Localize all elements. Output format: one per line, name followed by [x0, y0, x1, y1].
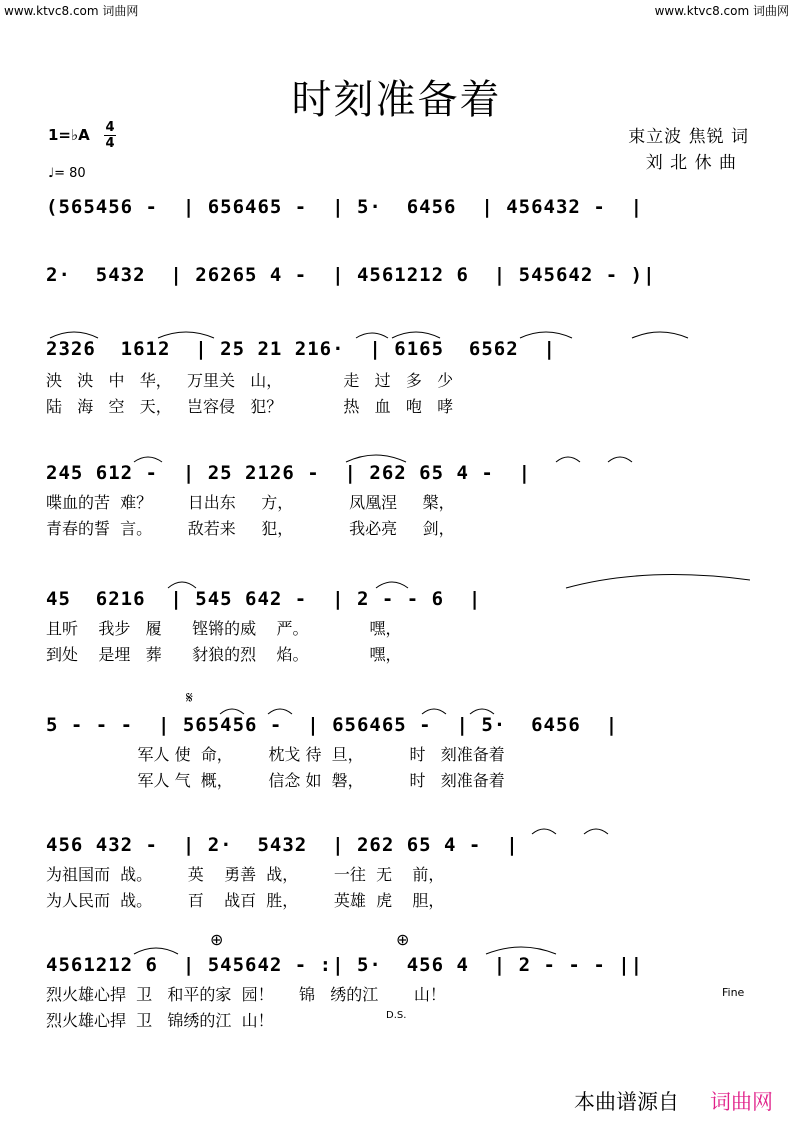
notes-row-7: 456 432 - | 2· 5432 | 262 65 4 - | [46, 834, 519, 856]
lyric-row-4-verse-1: 喋血的苦 难？ 日出东 方， 凤凰涅 槃， [46, 493, 455, 512]
score-row-7 [46, 834, 750, 910]
ds-mark: D.S. [386, 1010, 407, 1021]
composer-credit: 刘 北 休 曲 [645, 153, 737, 173]
notes-row-6: 5 - - - | 565456 - | 656465 - | 5· 6456 | [46, 714, 619, 736]
coda-sign-2: ⊕ [396, 930, 410, 949]
fine-mark: Fine [722, 986, 745, 999]
score-row-5 [46, 588, 750, 664]
key-signature: 1=♭A [48, 126, 90, 144]
notes-row-8: 4561212 6 | 545642 - :| 5· 456 4 | 2 - - - || [46, 954, 644, 976]
lyric-row-3-verse-1: 泱 泱 中 华， 万里关 山， 走 过 多 少 [46, 371, 454, 390]
notes-row-5: 45 6216 | 545 642 - | 2 - - 6 | [46, 588, 482, 610]
time-bottom: 4 [105, 136, 115, 151]
time-top: 4 [105, 120, 115, 135]
lyric-row-7-verse-1: 为祖国而 战。 英 勇善 战， 一往 无 前， [46, 865, 445, 884]
lyric-row-6-verse-1: 军人 使 命， 枕戈 待 旦， 时 刻准备着 [46, 745, 505, 764]
score-row-6 [46, 714, 750, 790]
lyric-row-4-verse-2: 青春的誓 言。 敌若来 犯， 我必亮 剑， [46, 519, 455, 538]
notes-row-4: 245 612 - | 25 2126 - | 262 65 4 - | [46, 462, 532, 484]
lyric-row-8-verse-1: 烈火雄心捍 卫 和平的家 园！ 锦 绣的江 山！ [46, 985, 446, 1004]
song-title: 时刻准备着 [291, 77, 502, 123]
segno-sign: 𝄋 [186, 688, 193, 707]
source-site-link[interactable]: 词曲网 [710, 1090, 773, 1114]
watermark-left: www.ktvc8.com 词曲网 [4, 4, 139, 18]
lyric-row-5-verse-2: 到处 是埋 葬 豺狼的烈 焰。 嘿， [46, 645, 402, 664]
score-row-4 [46, 462, 750, 538]
notes-row-1: (565456 - | 656465 - | 5· 6456 | 456432 - | [46, 196, 644, 218]
lyric-row-7-verse-2: 为人民而 战。 百 战百 胜， 英雄 虎 胆， [46, 891, 445, 910]
notes-row-3: 2326 1612 | 25 21 216· | 6165 6562 | [46, 338, 556, 360]
tempo-mark: ♩= 80 [48, 166, 86, 181]
score-row-2 [46, 264, 750, 304]
coda-sign-1: ⊕ [210, 930, 224, 949]
score-row-3 [46, 338, 750, 416]
lyric-row-8-verse-2: 烈火雄心捍 卫 锦绣的江 山！ [46, 1011, 274, 1030]
lyricist-credit: 束立波 焦锐 词 [628, 127, 749, 147]
score-row-1 [46, 196, 750, 236]
watermark-right: www.ktvc8.com 词曲网 [654, 4, 789, 18]
lyric-row-6-verse-2: 军人 气 概， 信念 如 磐， 时 刻准备着 [46, 771, 505, 790]
time-signature [104, 120, 116, 151]
source-label: 本曲谱源自 [574, 1090, 679, 1114]
lyric-row-3-verse-2: 陆 海 空 天， 岂容侵 犯？ 热 血 咆 哮 [46, 397, 454, 416]
lyric-row-5-verse-1: 且听 我步 履 铿锵的威 严。 嘿， [46, 619, 402, 638]
notes-row-2: 2· 5432 | 26265 4 - | 4561212 6 | 545642 - )| [46, 264, 656, 286]
